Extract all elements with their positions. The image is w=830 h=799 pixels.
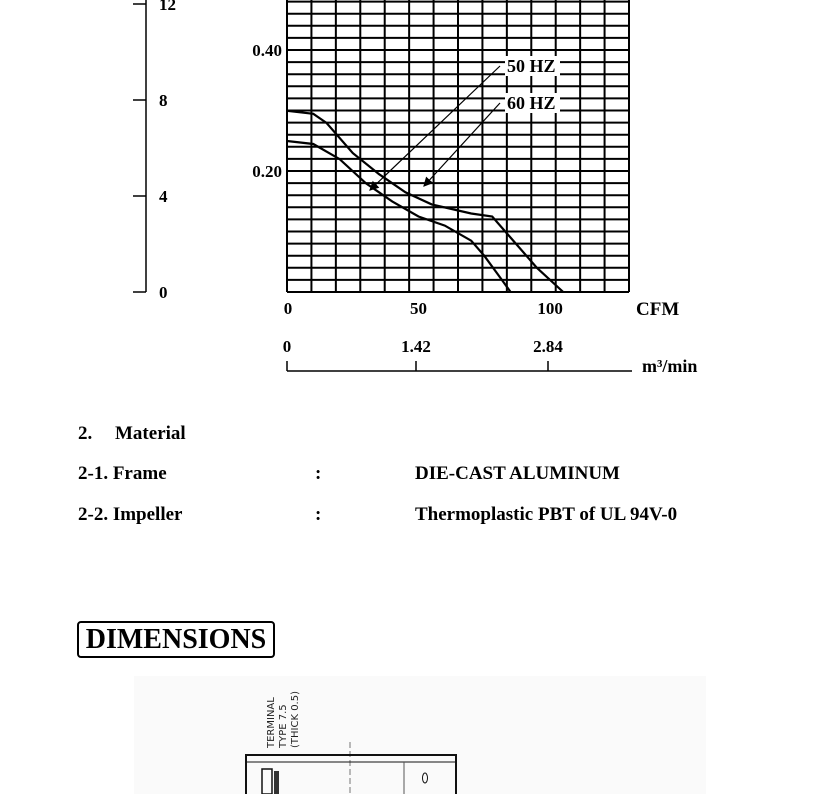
series-leader-line <box>424 103 500 186</box>
chart-grid <box>287 0 629 292</box>
y-tick-label: 0.40 <box>252 41 282 60</box>
x-tick-label: 50 <box>410 299 428 318</box>
left-axis <box>133 0 176 302</box>
x2-tick-label: 1.42 <box>401 337 431 356</box>
material-row-impeller-label: 2-2. Impeller <box>78 504 183 525</box>
fan-drawing <box>134 676 706 794</box>
dimensions-title: DIMENSIONS <box>77 621 275 658</box>
left-axis-tick-label: 8 <box>159 91 168 110</box>
left-axis-tick-label: 0 <box>159 283 168 302</box>
material-row-frame-value: DIE-CAST ALUMINUM <box>415 463 620 484</box>
material-heading-number: 2. <box>78 423 93 444</box>
x-tick-label: 100 <box>537 299 563 318</box>
material-row-frame-colon: : <box>315 463 322 484</box>
mounting-hole <box>423 773 428 783</box>
terminal-label-line-3: (THICK 0.5) <box>290 690 301 748</box>
y-tick-label: 0.20 <box>252 162 282 181</box>
left-axis-tick-label: 4 <box>159 187 168 206</box>
x2-axis-label: m³/min <box>642 356 698 376</box>
x2-tick-label: 0 <box>282 337 292 356</box>
x2-tick-label: 2.84 <box>533 337 563 356</box>
x-tick-label: 0 <box>283 299 293 318</box>
dimension-drawing <box>134 676 706 794</box>
material-row-impeller-value: Thermoplastic PBT of UL 94V-0 <box>415 504 678 525</box>
left-axis-tick-label: 12 <box>159 0 176 14</box>
material-row-frame-label: 2-1. Frame <box>78 463 167 484</box>
secondary-x-axis <box>283 337 698 376</box>
series-line-50-hz <box>287 141 511 292</box>
series-label: 50 HZ <box>507 56 556 76</box>
material-heading-text: Material <box>115 423 186 444</box>
x-axis-label: CFM <box>636 299 680 320</box>
label-group <box>252 41 679 320</box>
terminal-pin <box>274 771 279 794</box>
material-heading <box>78 423 186 445</box>
series-label: 60 HZ <box>507 93 556 113</box>
terminal-block <box>262 769 272 794</box>
terminal-label-line-2: TYPE 7.5 <box>278 704 289 748</box>
terminal-label-line-1: TERMINAL <box>266 697 277 748</box>
material-row-impeller-colon: : <box>315 504 322 525</box>
